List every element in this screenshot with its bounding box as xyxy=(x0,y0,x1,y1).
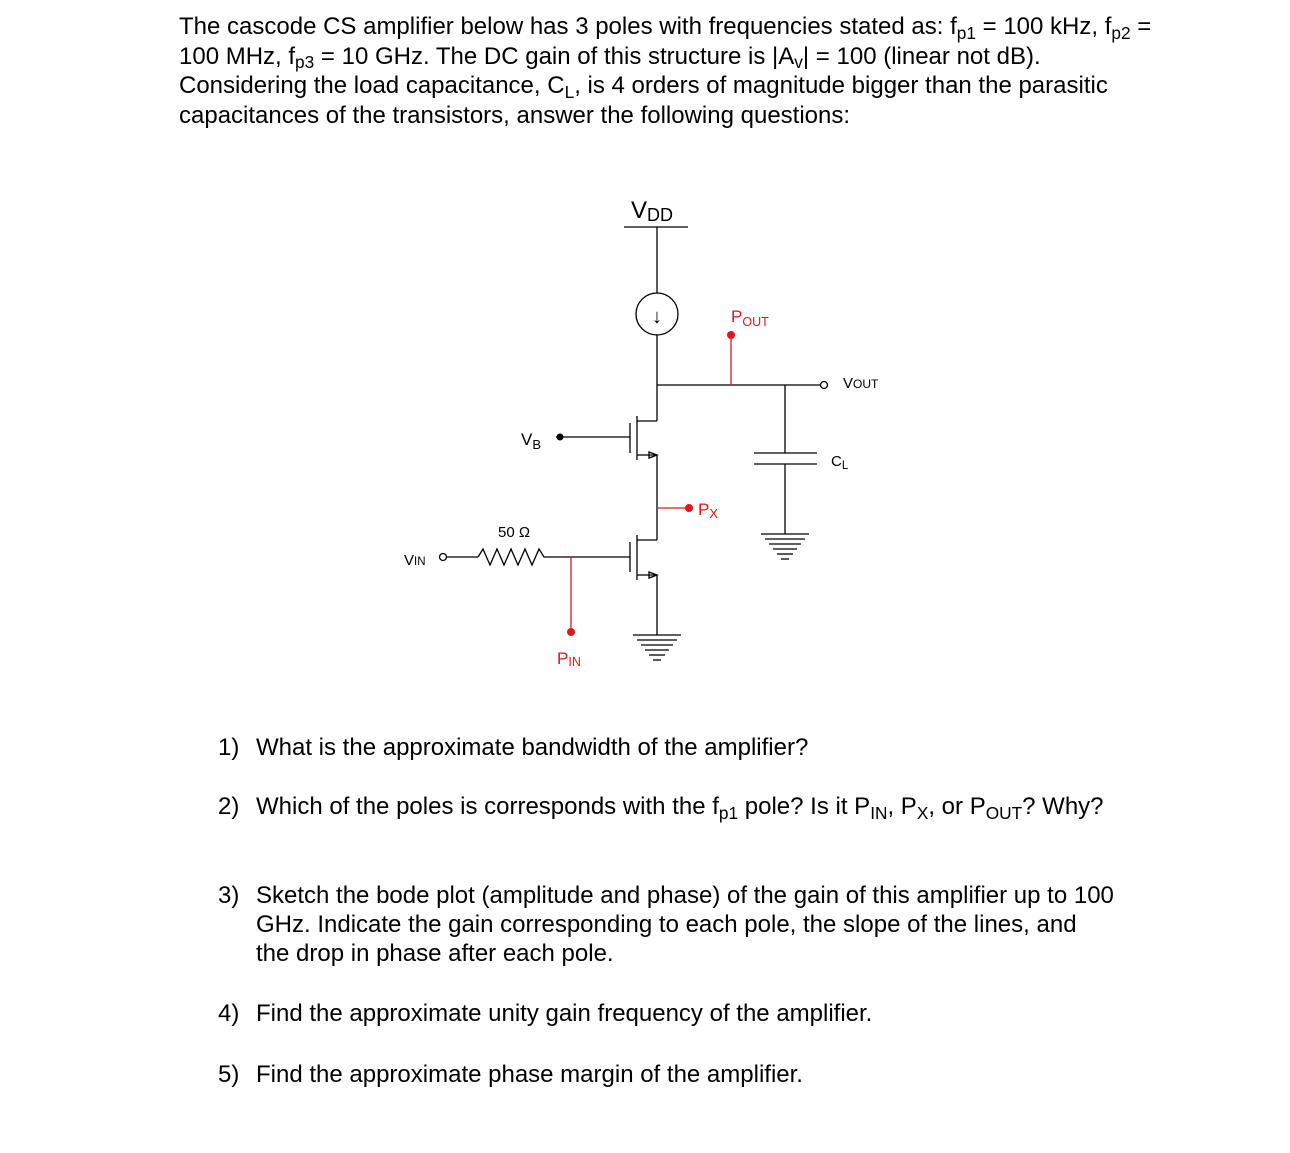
question-item xyxy=(218,733,1116,762)
question-text: Find the approximate phase margin of the amplifier. xyxy=(256,1061,803,1088)
pout-probe-dot xyxy=(727,331,735,339)
probe-wires xyxy=(571,335,731,632)
question-text: Which of the poles is corresponds with the $f_{p1}$ pole? Is it $P_{IN}$, $P_X$, or $P_{OUT}$? Why? xyxy=(256,793,1104,823)
question-text: Find the approximate unity gain frequency of the amplifier. xyxy=(256,1000,873,1027)
vout-label: VOUT xyxy=(843,375,879,392)
vb-terminal xyxy=(557,434,564,441)
vb-label: $V_B$ xyxy=(521,430,542,452)
intro-text: The cascode CS amplifier below has 3 poles with frequencies stated as: f xyxy=(179,13,957,40)
current-arrow-icon: ↓ xyxy=(652,306,662,328)
resistor-label: 50 Ω xyxy=(498,524,531,541)
cl-label: $C_L$ xyxy=(831,453,849,472)
intro-text: = 100 kHz, f xyxy=(975,13,1112,40)
intro-text: , is 4 orders of magnitude bigger than the parasitic capacitances of the transistors, answer the following questions: xyxy=(179,72,1108,129)
circuit-wires xyxy=(440,227,828,660)
intro-text: | = 100 (linear not dB). Considering the load capacitance, C xyxy=(179,42,1041,99)
question-number: 5) xyxy=(218,1061,240,1088)
question-number: 4) xyxy=(218,1000,240,1027)
question-item xyxy=(218,999,1116,1028)
question-number: 1) xyxy=(218,734,240,761)
vin-terminal xyxy=(440,554,447,561)
px-probe-dot xyxy=(685,504,693,512)
cl-subscript: L xyxy=(564,81,575,102)
fp3-subscript: p3 xyxy=(295,52,315,73)
resistor-icon xyxy=(478,549,575,565)
vin-label: VIN xyxy=(404,552,426,569)
fp1-subscript: p1 xyxy=(956,22,976,43)
vout-terminal xyxy=(821,382,828,389)
vdd-label: VDD xyxy=(631,197,674,225)
intro-text: = 10 GHz. The DC gain of this structure is |A xyxy=(314,42,795,70)
question-text: Sketch the bode plot (amplitude and phase) of the gain of this amplifier up to 100 GHz. Indicate the gain corresponding to each pole, the slope of the lines, and the drop in phase after each pole. xyxy=(256,882,1114,967)
av-subscript: v xyxy=(794,52,803,73)
intro-text: = 100 MHz, f xyxy=(179,13,1152,70)
pin-probe-dot xyxy=(567,628,575,636)
fp2-subscript: p2 xyxy=(1111,22,1131,43)
question-number: 2) xyxy=(218,793,240,820)
question-text: What is the approximate bandwidth of the amplifier? xyxy=(256,734,809,761)
pin-label: PIN xyxy=(557,649,581,669)
question-item xyxy=(218,792,1116,821)
question-item xyxy=(218,881,1116,968)
question-item xyxy=(218,1060,1116,1089)
pout-label: $P_{OUT}$ xyxy=(731,307,769,329)
question-number: 3) xyxy=(218,882,240,909)
px-label: PX xyxy=(698,500,719,521)
